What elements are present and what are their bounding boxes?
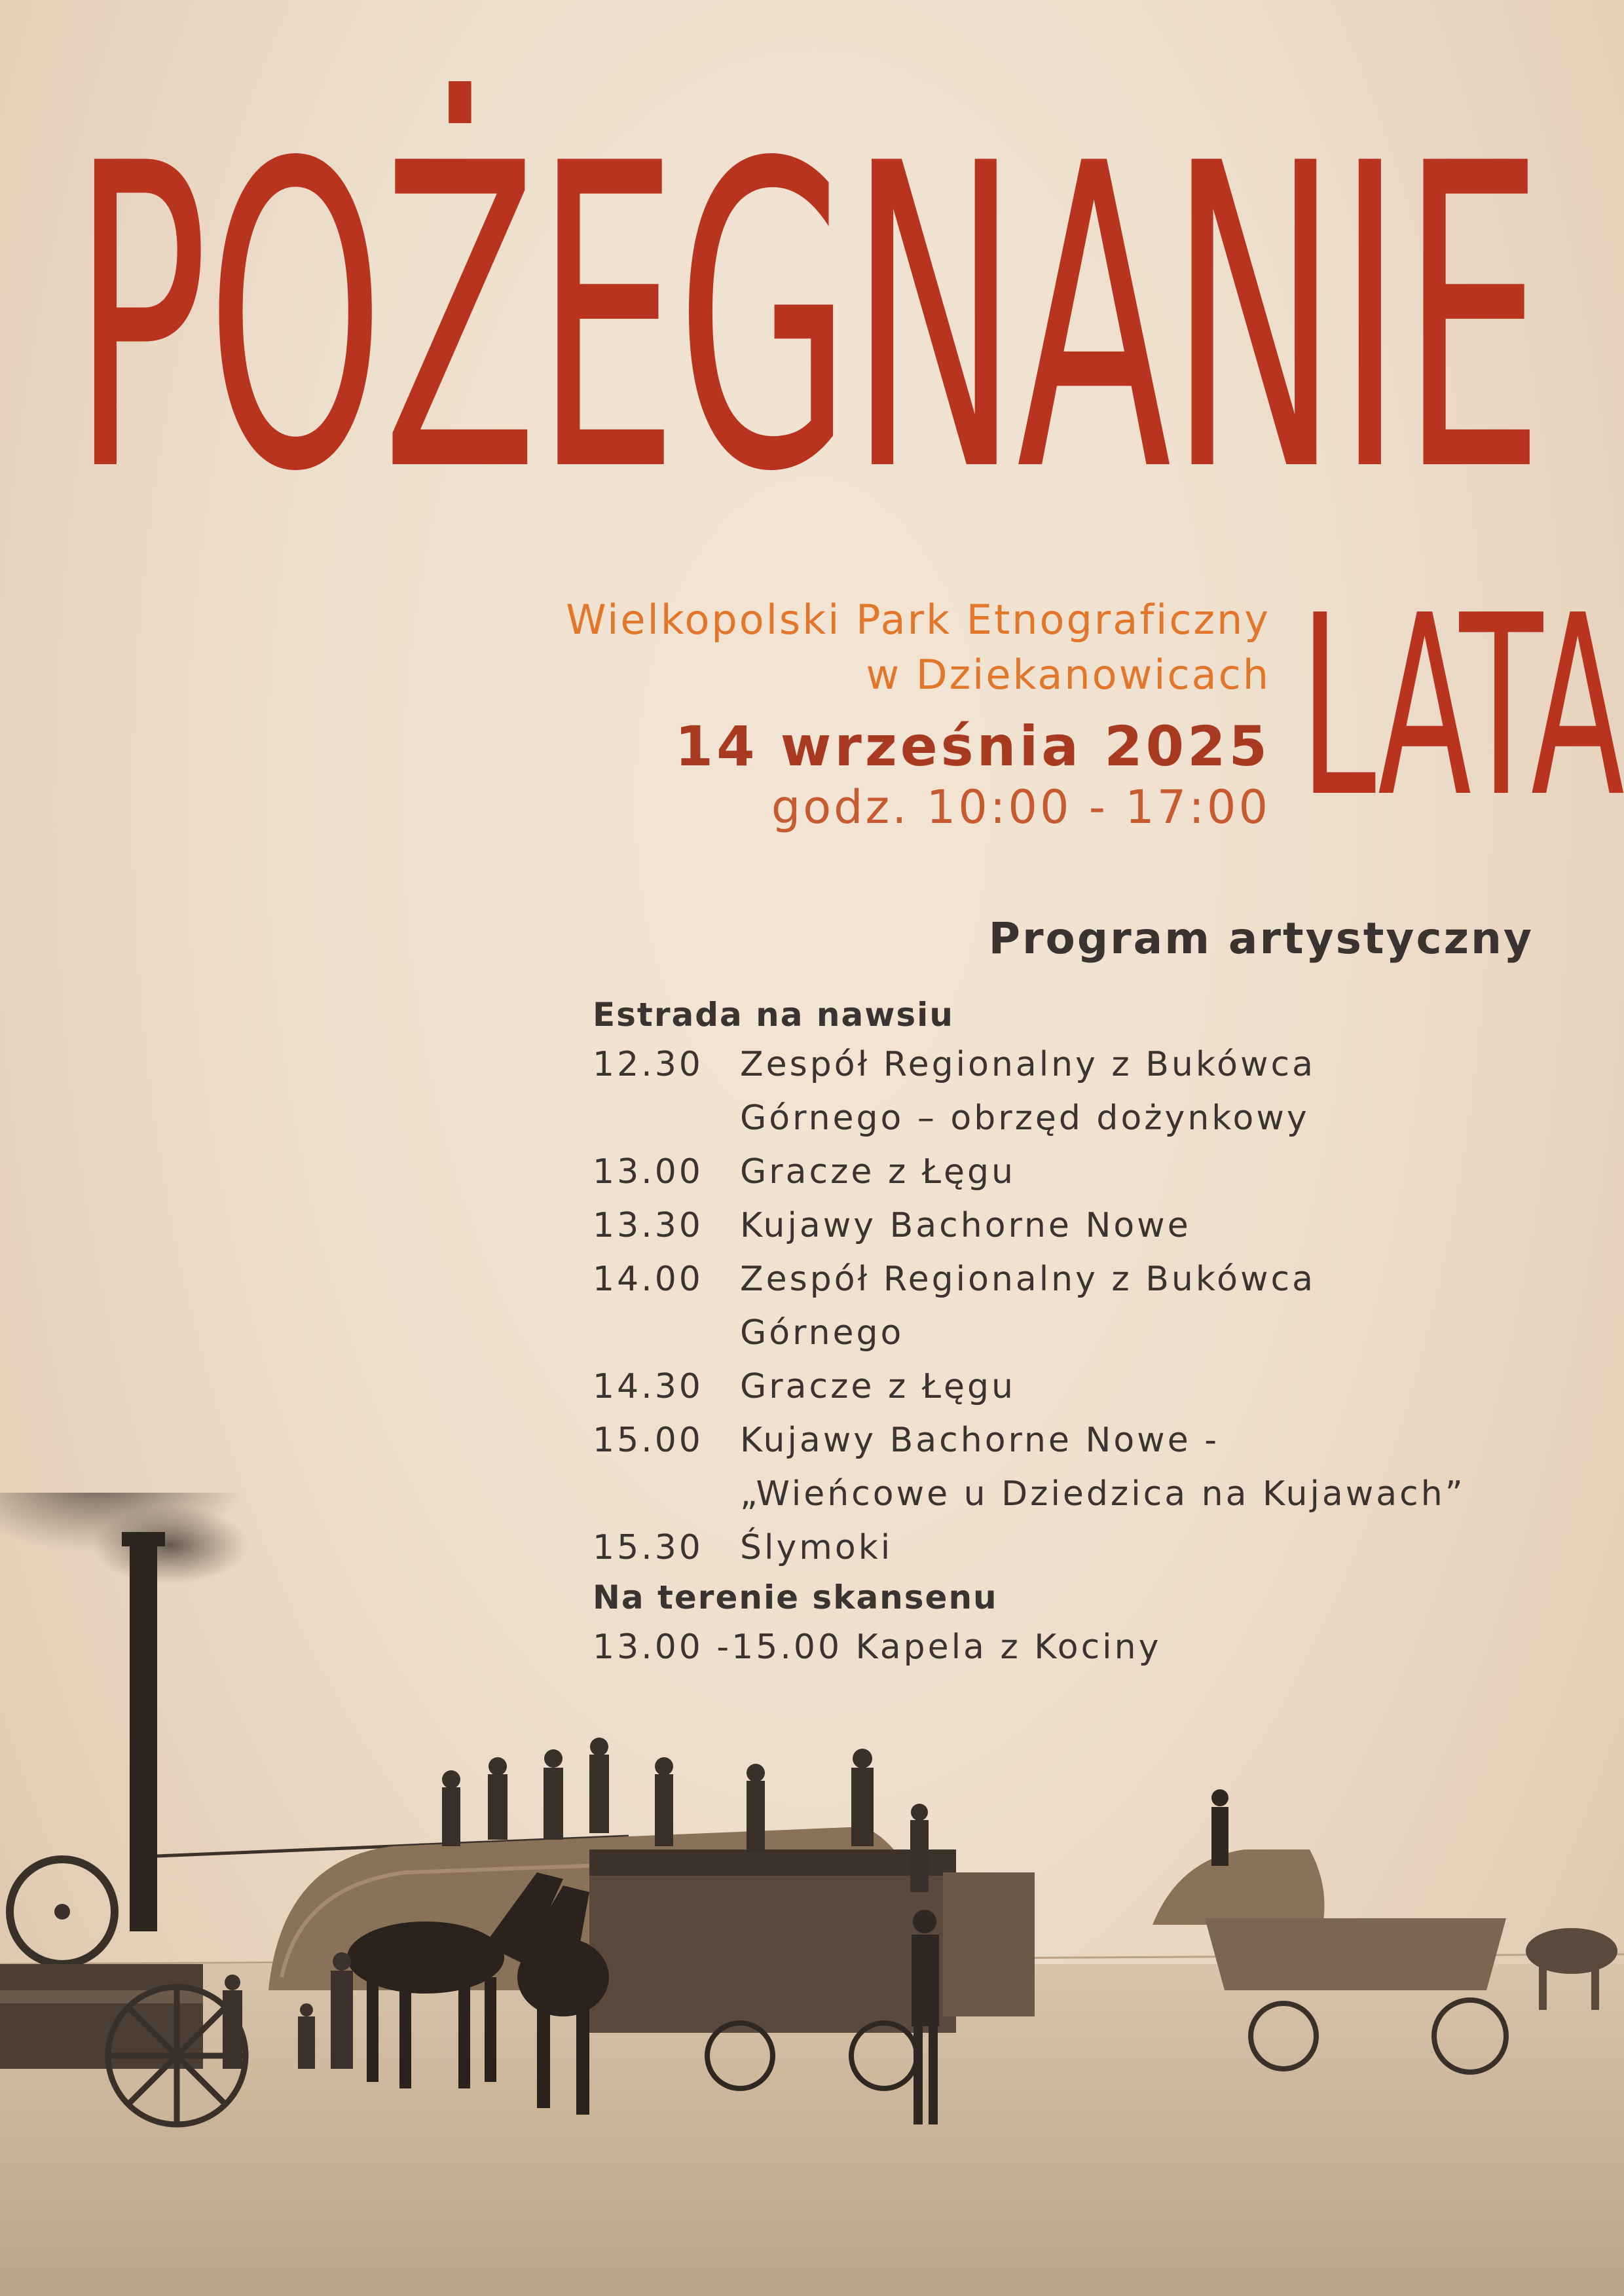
venue-block: [566, 592, 1270, 702]
venue-location: w Dziekanowicach: [866, 651, 1270, 699]
item-time: 14.30: [593, 1367, 703, 1406]
item-name: Zespół Regionalny z Bukówca Górnego: [740, 1260, 1316, 1353]
item-time: 14.00: [593, 1260, 703, 1299]
item-time: 13.00: [593, 1152, 703, 1192]
item-time: 13.30: [593, 1206, 703, 1245]
threshing-scene-photo: [0, 1493, 1624, 2296]
program-item: [593, 1038, 1562, 1145]
program-item: [593, 1360, 1562, 1413]
section-heading-open-air-museum: Na terenie skansenu: [593, 1578, 998, 1616]
item-name: Kujawy Bachorne Nowe: [740, 1206, 1191, 1245]
item-time: 15.30: [593, 1528, 703, 1567]
item-time: 15.00: [593, 1421, 703, 1460]
event-date: 14 września 2025: [674, 714, 1270, 778]
worker-on-second-stack: [1211, 1789, 1228, 1866]
program-item: [593, 1199, 1562, 1252]
item-name: Gracze z Łęgu: [740, 1367, 1016, 1406]
program-item: 13.00 -15.00 Kapela z Kociny: [593, 1628, 1162, 1667]
program-item: [593, 1252, 1562, 1360]
item-name: Zespół Regionalny z Bukówca Górnego – obrzęd dożynkowy: [740, 1045, 1316, 1138]
item-name: Gracze z Łęgu: [740, 1152, 1016, 1192]
event-hours: godz. 10:00 - 17:00: [771, 780, 1270, 834]
threshing-machine: [589, 1850, 956, 2033]
item-time: 12.30: [593, 1045, 703, 1084]
poster-title-second-word: LATA: [1300, 562, 1623, 852]
section-heading-stage: Estrada na nawsiu: [593, 996, 954, 1034]
poster-title: POŻEGNANIE: [72, 75, 1542, 563]
program-item: [593, 1145, 1562, 1199]
second-haystack: [1153, 1850, 1325, 1925]
venue-name: Wielkopolski Park Etnograficzny: [566, 596, 1270, 644]
item-name: Ślymoki: [740, 1528, 893, 1567]
program-title: Program artystyczny: [988, 913, 1534, 964]
item-name: Kujawy Bachorne Nowe - „Wieńcowe u Dziedzica na Kujawach”: [740, 1421, 1466, 1514]
engine-chimney: [130, 1539, 157, 1931]
